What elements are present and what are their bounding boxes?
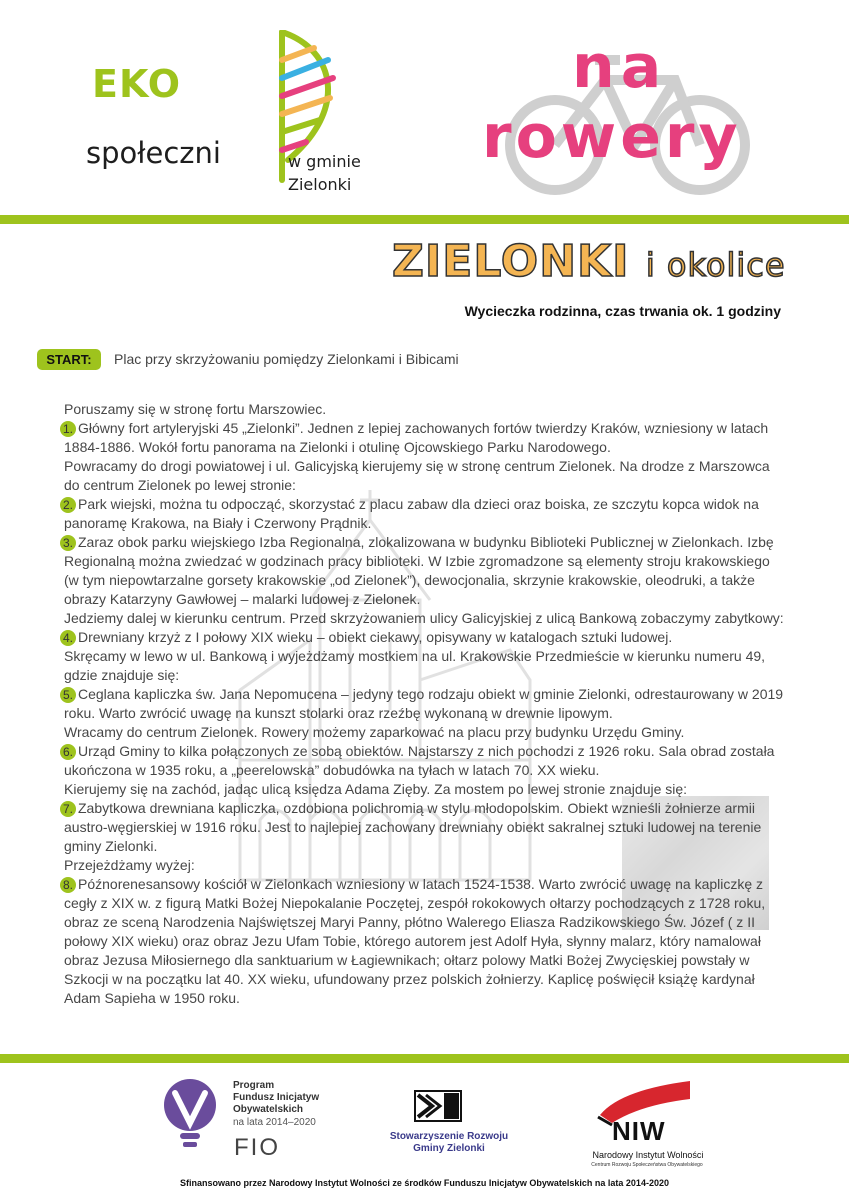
stop-4-text: Drewniany krzyż z I połowy XIX wieku – obiekt ciekawy, opisywany w katalogach sztuki ludowej.: [78, 629, 673, 645]
stop-number-7: 7.: [60, 801, 76, 817]
gmina-logo-text: [288, 150, 361, 196]
transition-4: Skręcamy w lewo w ul. Bankową i wyjeżdżamy mostkiem na ul. Krakowskie Przedmieście w kierunku numeru 49, gdzie znajduje się:: [64, 648, 766, 683]
transition-7: Przejeżdżamy wyżej:: [64, 857, 195, 873]
gmina-line-1: w gminie: [288, 152, 361, 171]
srgz-emblem-icon: [415, 1091, 461, 1121]
stop-number-1: 1.: [60, 421, 76, 437]
campaign-title-line-1: na: [572, 32, 668, 102]
route-title-rest: i okolice: [645, 246, 786, 284]
stop-3-text: Zaraz obok parku wiejskiego Izba Regionalna, zlokalizowana w budynku Biblioteki Publicznej w Zielonkach. Izbę Regionalną można zwiedzać w godzinach pracy biblioteki. W Izbie zgromadzone są elementy stroju krakowskiego (w tym niepowtarzalne gorsety krakowskie „od Zielonek”), dewocjonalia, skrzynie krakowskie, oleodruki, a także obrazy Katarzyny Gawłowej – malarki ludowej z Zielonek.: [64, 534, 774, 607]
stop-6-text: Urząd Gminy to kilka połączonych ze sobą obiektów. Najstarszy z nich pochodzi z 1926 roku. Sala obrad została ukończona w 1935 roku, a „peerelowska” dobudówka na tyłach w latach 70. XX wieku.: [64, 743, 775, 778]
stop-8-text: Późnorenesansowy kościół w Zielonkach wzniesiony w latach 1524-1538. Warto zwrócić uwagę na kapliczkę z cegły z XIX w. z figurą Matki Bożej Niepokalanie Poczętej, zespół rokokowych ołtarzy pochodzących z 1728 roku, obraz ze sceną Narodzenia Najświętszej Maryi Panny, płótno Walerego Eliasza Radzikowskiego Św. Józef ( z II połowy XIX wieku) oraz obraz Jezu Ufam Tobie, którego autorem jest Adolf Hyła, słynny malarz, który namalował obraz Jezusa Miłosiernego dla sanktuarium w Łagiewnikach; ołtarz polowy Matki Bożej Zwycięskiej powstały w Szkocji w na początku lat 40. XX wieku, ufundowany przez polskich żołnierzy. Kaplicę poświęcił książę kardynał Adam Sapieha w 1950 roku.: [64, 876, 766, 1006]
stop-7: [64, 799, 784, 856]
campaign-title-line-2: rowery: [482, 102, 742, 172]
eko-logo-text: EKO: [92, 62, 182, 106]
niw-abbreviation: NIW: [612, 1116, 666, 1146]
stop-8: [64, 875, 784, 1008]
stop-3: [64, 533, 784, 609]
srgz-line-1: Stowarzyszenie Rozwoju: [389, 1131, 509, 1142]
stop-number-2: 2.: [60, 497, 76, 513]
stop-number-6: 6.: [60, 744, 76, 760]
stop-4: [64, 628, 784, 647]
fio-line-2: Fundusz Inicjatyw: [233, 1092, 320, 1103]
fio-years: na lata 2014–2020: [233, 1117, 316, 1128]
fio-program-name: [233, 1080, 319, 1116]
fio-abbreviation: FIO: [234, 1134, 280, 1161]
niw-name: Narodowy Instytut Wolności: [592, 1150, 704, 1160]
financing-note: Sfinansowano przez Narodowy Instytut Wolności ze środków Funduszu Inicjatyw Obywatelskich na lata 2014-2020: [180, 1178, 669, 1188]
bottom-divider: [0, 1054, 849, 1063]
stop-7-text: Zabytkowa drewniana kapliczka, ozdobiona polichromią w stylu młodopolskim. Obiekt wznieśli żołnierze armii austro-węgierskiej w 1916 roku. Jest to najlepiej zachowany drewniany obiekt sakralnej sztuki ludowej na terenie gminy Zielonki.: [64, 800, 762, 854]
spoleczni-logo-text: społeczni: [86, 136, 221, 170]
stop-2-text: Park wiejski, można tu odpocząć, skorzystać z placu zabaw dla dzieci oraz boiska, ze szczytu kopca widok na panoramę Krakowa, na Biały i Czerwony Prądnik.: [64, 496, 759, 531]
niw-subtitle: Centrum Rozwoju Społeczeństwa Obywatelskiego: [591, 1162, 703, 1168]
fio-bulb-icon: [164, 1079, 216, 1147]
transition-5: Wracamy do centrum Zielonek. Rowery możemy zaparkować na placu przy budynku Urzędu Gminy.: [64, 724, 685, 740]
route-title: [392, 236, 786, 287]
stop-number-8: 8.: [60, 877, 76, 893]
transition-1: Powracamy do drogi powiatowej i ul. Galicyjską kierujemy się w stronę centrum Zielonek. Na drodze z Marszowca do centrum Zielonek po lewej stronie:: [64, 458, 770, 493]
route-description: [64, 400, 784, 1008]
stop-1: [64, 419, 784, 457]
start-badge: START:: [37, 349, 101, 370]
start-location: Plac przy skrzyżowaniu pomiędzy Zielonkami i Bibicami: [114, 351, 459, 367]
fio-line-3: Obywatelskich: [233, 1104, 304, 1115]
stop-5-text: Ceglana kapliczka św. Jana Nepomucena – jedyny tego rodzaju obiekt w gminie Zielonki, odrestaurowany w 2019 roku. Warto zwrócić uwagę na kunszt stolarki oraz rzeźbę wykonaną w drewnie lipowym.: [64, 686, 784, 721]
stop-2: [64, 495, 784, 533]
fio-line-1: Program: [233, 1080, 275, 1091]
top-divider: [0, 215, 849, 224]
intro-text: Poruszamy się w stronę fortu Marszowiec.: [64, 401, 327, 417]
stop-number-3: 3.: [60, 535, 76, 551]
gmina-line-2: Zielonki: [288, 175, 352, 194]
stop-6: [64, 742, 784, 780]
srgz-line-2: Gminy Zielonki: [413, 1143, 485, 1154]
stop-1-text: Główny fort artyleryjski 45 „Zielonki”. Jednen z lepiej zachowanych fortów twierdzy Kraków, wzniesiony w latach 1884-1886. Wokół fortu panorama na Zielonki i otulinę Ojcowskiego Parku Narodowego.: [64, 420, 769, 455]
route-subtitle: Wycieczka rodzinna, czas trwania ok. 1 godziny: [464, 303, 781, 319]
stop-number-4: 4.: [60, 630, 76, 646]
stop-number-5: 5.: [60, 687, 76, 703]
stop-5: [64, 685, 784, 723]
transition-3: Jedziemy dalej w kierunku centrum. Przed skrzyżowaniem ulicy Galicyjskiej z ulicą Bankową zobaczymy zabytkowy:: [64, 610, 784, 626]
route-title-main: ZIELONKI: [392, 236, 630, 287]
srgz-name: [384, 1131, 514, 1155]
sponsor-logos: [0, 1075, 849, 1170]
transition-6: Kierujemy się na zachód, jadąc ulicą księdza Adama Zięby. Za mostem po lewej stronie znajduje się:: [64, 781, 688, 797]
